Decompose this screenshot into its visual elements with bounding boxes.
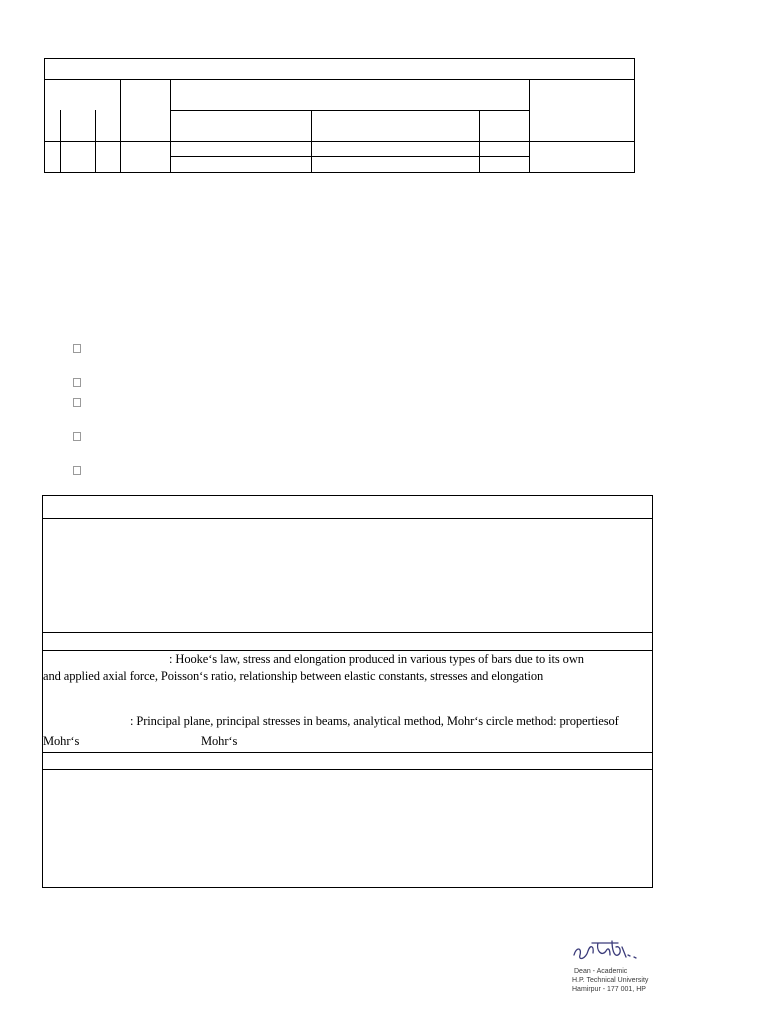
bullet-icon <box>73 344 81 353</box>
unit-1-text-line-2: and applied axial force, Poisson‘s ratio, relationship between elastic constants, stresses and elongation <box>43 669 544 683</box>
signature-stamp <box>566 935 658 1003</box>
bullet-icon <box>73 398 81 407</box>
unit-2-text-line-2b: Mohr‘s <box>201 734 238 748</box>
stamp-line-1: Dean - Academic <box>574 968 628 975</box>
stamp-line-3: Hamirpur - 177 001, HP <box>572 986 646 993</box>
bullet-icon <box>73 378 81 387</box>
stamp-line-2: H.P. Technical University <box>572 977 649 984</box>
unit-1-text-line-1: : Hooke‘s law, stress and elongation produced in various types of bars due to its own <box>169 652 584 666</box>
bullet-icon <box>73 466 81 475</box>
signature-icon <box>566 935 658 965</box>
unit-2-text-line-2a: Mohr‘s <box>43 734 80 748</box>
bullet-icon <box>73 432 81 441</box>
unit-2-text-line-1: : Principal plane, principal stresses in beams, analytical method, Mohr‘s circle method: propertiesof <box>130 714 619 728</box>
